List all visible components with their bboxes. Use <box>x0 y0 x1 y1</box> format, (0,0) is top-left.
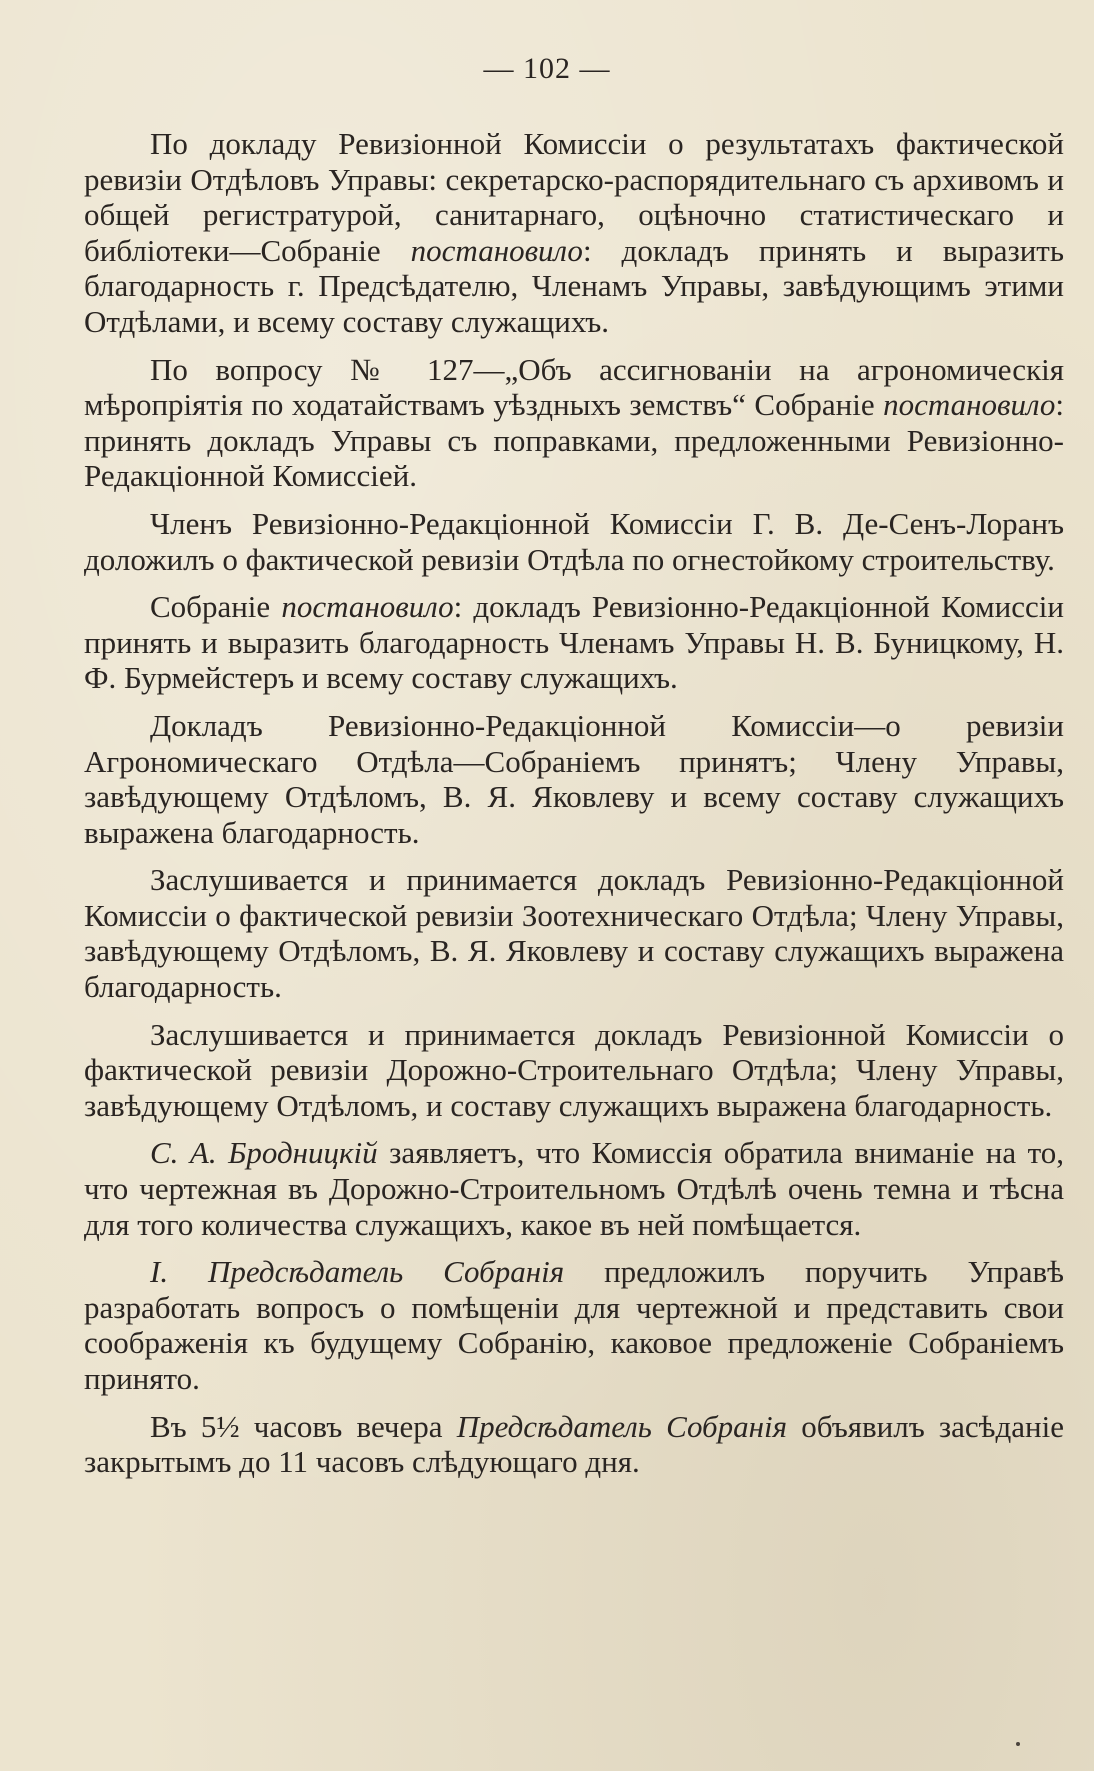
text-segment: Заслушивается и принимается докладъ Ревизіонной Комиссіи о фактической ревизіи Дорожно-Строительнаго Отдѣла; Члену Управы, завѣдующему Отдѣломъ, и составу служащихъ выражена благодарность. <box>84 1016 1064 1123</box>
italic-segment: С. А. Бродницкій <box>150 1135 378 1171</box>
paragraph-4 <box>84 589 1064 696</box>
paragraph-8 <box>84 1135 1064 1242</box>
paragraph-7 <box>84 1017 1064 1124</box>
text-segment: Въ 5½ часовъ вечера <box>150 1408 457 1444</box>
text-segment: Докладъ Ревизіонно-Редакціонной Комиссіи—о ревизіи Агрономическаго Отдѣла—Собраніемъ принятъ; Члену Управы, завѣдующему Отдѣломъ, В. Я. Яковлеву и всему составу служащихъ выражена благодарность. <box>84 707 1064 850</box>
paragraph-3 <box>84 506 1064 577</box>
paragraph-6 <box>84 862 1064 1004</box>
paragraph-2 <box>84 352 1064 494</box>
text-segment: : принять докладъ Управы съ поправками, предложенными Ревизіонно-Редакціонной Комиссіей. <box>84 387 1064 494</box>
paragraph-5 <box>84 708 1064 850</box>
paragraph-9 <box>84 1254 1064 1396</box>
text-segment: заявляетъ, что Комиссія обратила вниманіе на то, что чертежная въ Дорожно-Строительномъ Отдѣлѣ очень темна и тѣсна для того количества служащихъ, какое въ ней помѣщается. <box>84 1135 1064 1242</box>
italic-segment: І. Предсѣдатель Собранія <box>150 1254 565 1290</box>
text-segment: объявилъ засѣданіе закрытымъ до 11 часовъ слѣдующаго дня. <box>84 1408 1065 1480</box>
italic-segment: постановило <box>281 589 454 625</box>
text-segment: По докладу Ревизіонной Комиссіи о результатахъ фактической ревизіи Отдѣловъ Управы: секретарско-распорядительнаго съ архивомъ и общей регистратурой, санитарнаго, оцѣночно статистическаго и библіотеки—Собраніе <box>84 126 1064 268</box>
paragraph-1 <box>84 126 1064 340</box>
text-segment: По вопросу № 127—„Объ ассигнованіи на агрономическія мѣропріятія по ходатайствамъ уѣздныхъ земствъ“ Собраніе <box>84 351 1064 423</box>
italic-segment: постановило <box>410 232 583 268</box>
body-text <box>84 126 1064 1492</box>
text-segment: : докладъ Ревизіонно-Редакціонной Комиссіи принять и выразить благодарность Членамъ Управы Н. В. Буницкому, Н. Ф. Бурмейстеръ и всему составу служащихъ. <box>84 589 1064 696</box>
italic-segment: Предсѣдатель Собранія <box>456 1408 788 1444</box>
text-segment: Заслушивается и принимается докладъ Ревизіонно-Редакціонной Комиссіи о фактической ревизіи Зоотехническаго Отдѣла; Члену Управы, завѣдующему Отдѣломъ, В. Я. Яковлеву и составу служащихъ выражена благодарность. <box>84 862 1064 1005</box>
text-segment: Собраніе <box>150 589 282 625</box>
paragraph-10 <box>84 1409 1064 1480</box>
page-number: — 102 — <box>483 52 611 85</box>
italic-segment: постановило <box>883 387 1056 423</box>
ink-speck-decoration <box>1016 1742 1020 1746</box>
text-segment: Членъ Ревизіонно-Редакціонной Комиссіи Г. В. Де-Сенъ-Лоранъ доложилъ о фактической ревизіи Отдѣла по огнестойкому строительству. <box>84 505 1064 577</box>
text-segment: предложилъ поручить Управѣ разработать вопросъ о помѣщеніи для чертежной и представить свои соображенія къ будущему Собранію, каковое предложеніе Собраніемъ принято. <box>84 1254 1064 1396</box>
text-segment: : докладъ принять и выразить благодарность г. Предсѣдателю, Членамъ Управы, завѣдующимъ этими Отдѣлами, и всему составу служащихъ. <box>84 232 1064 339</box>
